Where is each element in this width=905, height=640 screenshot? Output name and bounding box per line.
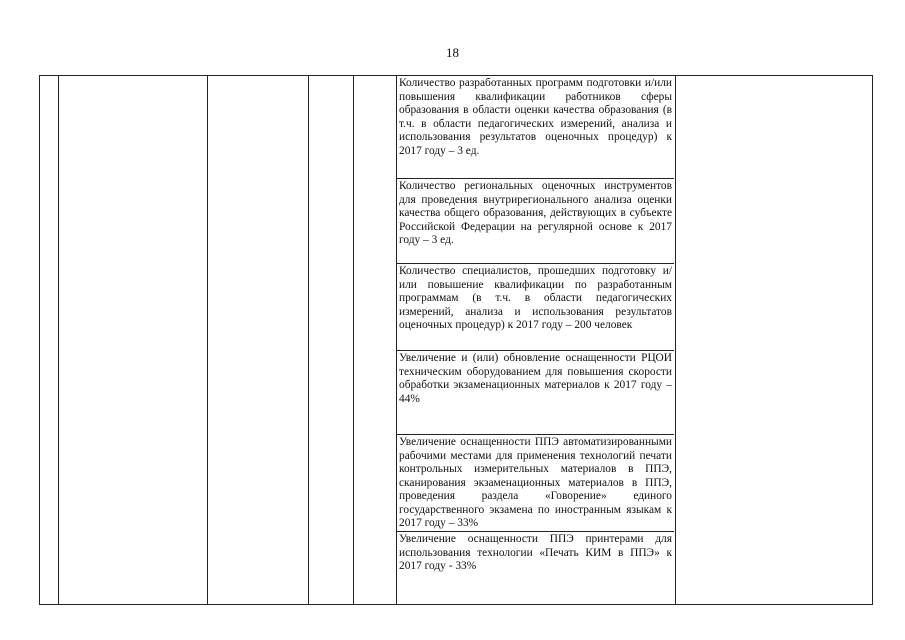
indicator-cell: Увеличение оснащенности ППЭ автоматизированными рабочими местами для применения технологий печати контрольных измерительных материалов в ППЭ, сканирования экзаменационных материалов в ППЭ, проведения раздела «Говорение» единого государственного экзамена по иностранным языкам к 2017 году – 33% bbox=[396, 435, 674, 532]
column-divider-6 bbox=[675, 75, 676, 605]
page-number: 18 bbox=[446, 45, 459, 60]
indicator-cell: Количество региональных оценочных инструментов для проведения внутрирегионального анализа оценки качества общего образования, действующих в субъекте Российской Федерации на регулярной основе к 2017 году – 3 ед. bbox=[396, 179, 674, 264]
column-divider-2 bbox=[207, 75, 208, 605]
indicator-cell: Количество разработанных программ подготовки и/или повышения квалификации работников сферы образования в области оценки качества образования (в т.ч. в области педагогических измерений, анализа и использования результатов оценочных процедур) к 2017 году – 3 ед. bbox=[396, 76, 674, 179]
indicator-cell: Количество специалистов, прошедших подготовку и/или повышение квалификации по разработанным программам (в т.ч. в области педагогических измерений, анализа и использования результатов оценочных процедур) к 2017 году – 200 человек bbox=[396, 264, 674, 351]
column-divider-3 bbox=[308, 75, 309, 605]
column-divider-4 bbox=[353, 75, 354, 605]
indicator-column bbox=[396, 76, 674, 594]
indicator-cell: Увеличение оснащенности ППЭ принтерами для использования технологии «Печать КИМ в ППЭ» к 2017 году - 33% bbox=[399, 533, 672, 573]
column-divider-1 bbox=[58, 75, 59, 605]
indicator-cell: Увеличение и (или) обновление оснащенности РЦОИ техническим оборудованием для повышения скорости обработки экзаменационных материалов к 2017 году – 44% bbox=[396, 351, 674, 435]
